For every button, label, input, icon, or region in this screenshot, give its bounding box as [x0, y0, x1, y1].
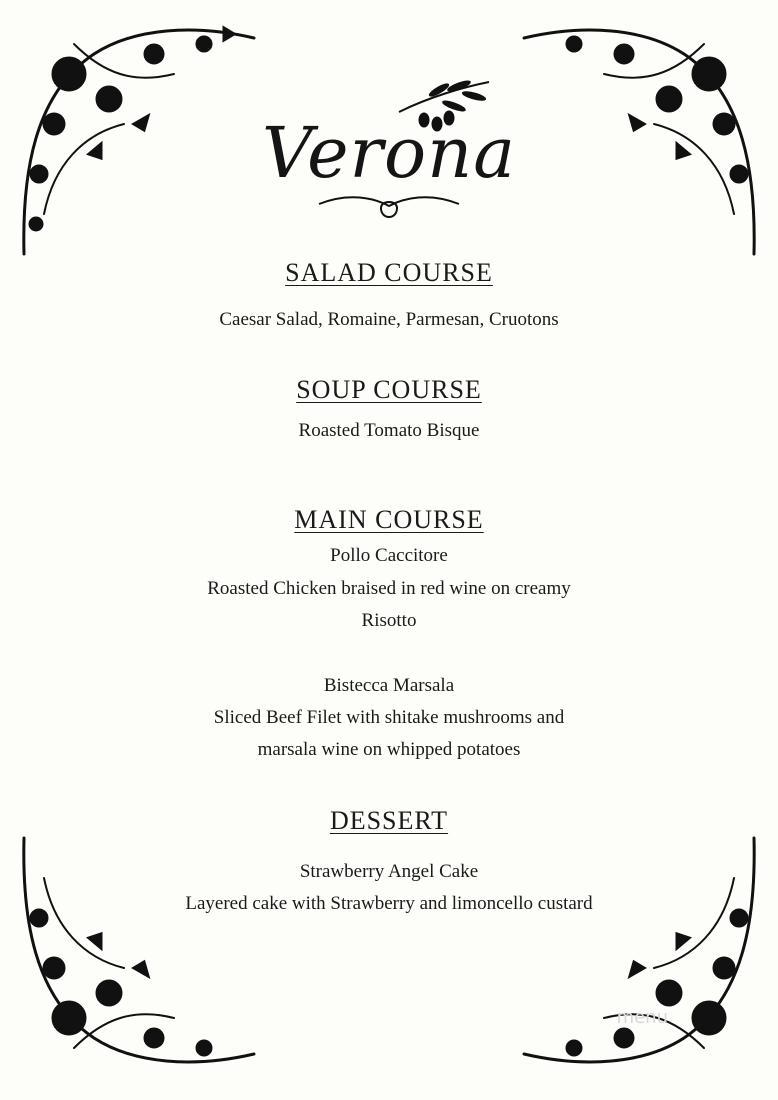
- salad-course-heading: SALAD COURSE: [285, 258, 493, 287]
- main-item-title: Bistecca Marsala: [323, 675, 455, 696]
- dessert-heading: DESSERT: [329, 806, 449, 835]
- restaurant-name: Verona: [262, 112, 516, 194]
- dessert-item-description: Layered cake with Strawberry and limoncello custard: [185, 893, 593, 914]
- dessert-item-title: Strawberry Angel Cake: [299, 861, 479, 882]
- salad-item: Caesar Salad, Romaine, Parmesan, Cruotons: [219, 309, 559, 330]
- watermark: menu: [616, 1007, 668, 1028]
- main-item-description: Sliced Beef Filet with shitake mushrooms and: [213, 707, 565, 728]
- corner-ornament-top-left: [14, 14, 264, 264]
- restaurant-logo: [249, 72, 529, 232]
- soup-course-heading: SOUP COURSE: [296, 375, 482, 404]
- corner-ornament-top-right: [514, 14, 764, 264]
- main-item-description: Roasted Chicken braised in red wine on creamy: [207, 578, 571, 599]
- main-item-description: Risotto: [361, 610, 417, 631]
- main-course-heading: MAIN COURSE: [294, 505, 484, 534]
- main-item-title: Pollo Caccitore: [330, 545, 448, 566]
- ornament-icon: [524, 30, 754, 254]
- flourish-icon: [319, 197, 459, 217]
- ornament-icon: [24, 28, 254, 254]
- main-item-description: marsala wine on whipped potatoes: [257, 739, 521, 760]
- soup-item: Roasted Tomato Bisque: [298, 420, 480, 441]
